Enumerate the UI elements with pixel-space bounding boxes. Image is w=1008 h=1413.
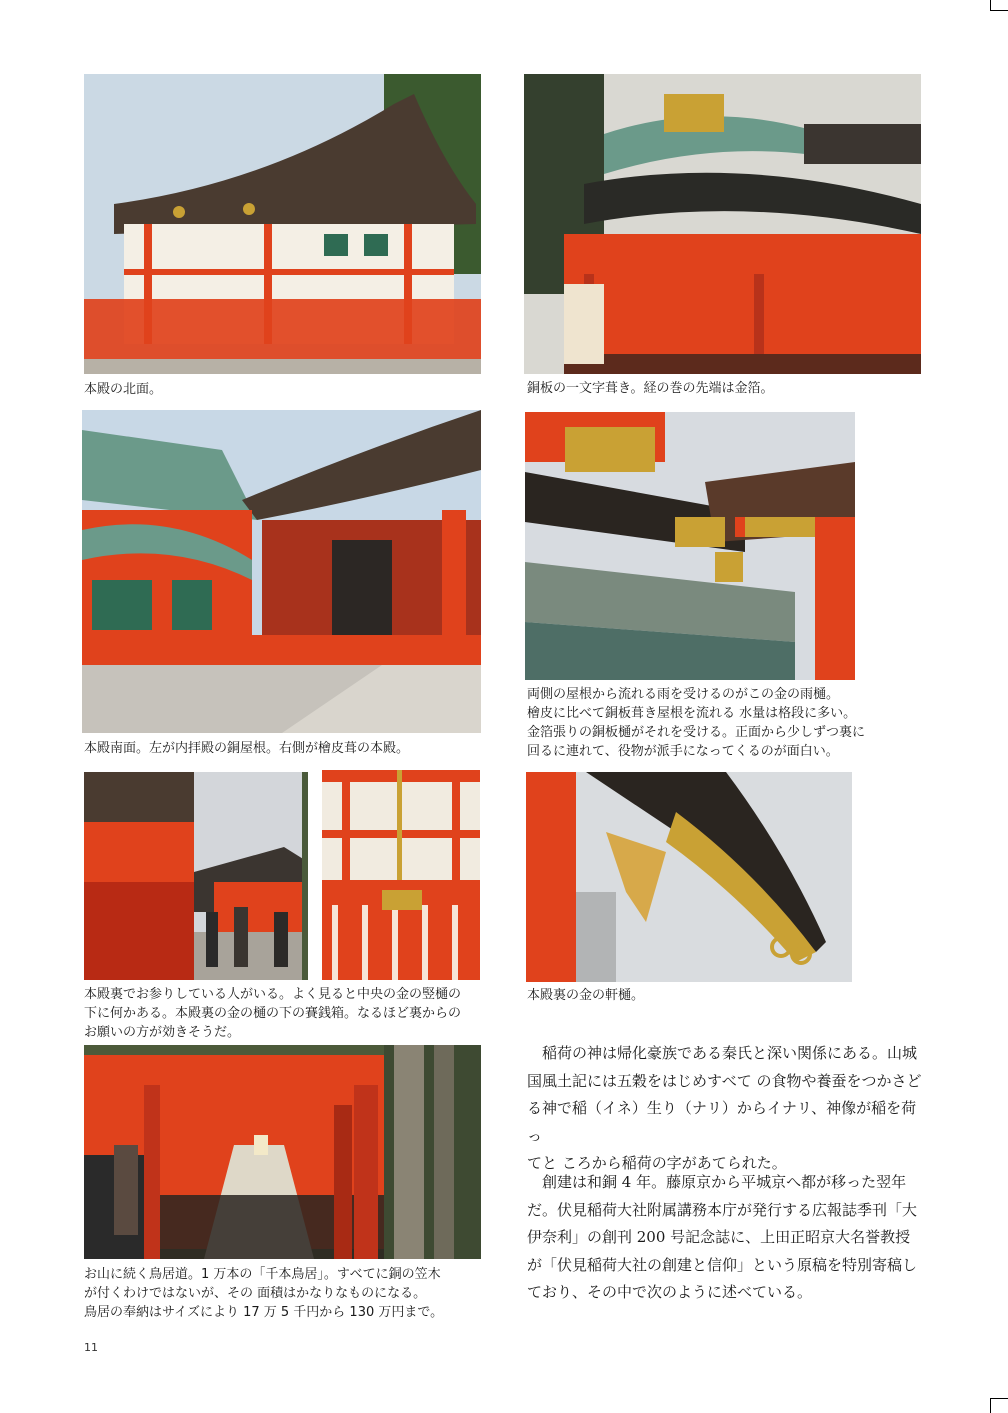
body-line: 創建は和銅 4 年。藤原京から平城京へ都が移った翌年 <box>542 1173 907 1191</box>
caption-line: 本殿南面。左が内拝殿の銅屋根。右側が檜皮葺の本殿。 <box>84 741 410 756</box>
photo-eave-gutter <box>526 772 852 982</box>
caption-line: 回るに連れて、役物が派手になってくるのが面白い。 <box>527 744 839 759</box>
body-line: だ。伏見稲荷大社附属講務本庁が発行する広報誌季刊「大 <box>527 1200 918 1219</box>
caption-photo-7 <box>84 1265 443 1322</box>
body-line: てと ころから稲荷の字があてられた。 <box>527 1154 787 1172</box>
crop-mark-bottom-right-h <box>990 1398 1008 1399</box>
caption-line: お山に続く鳥居道。1 万本の「千本鳥居」。すべてに銅の笠木 <box>84 1267 441 1282</box>
crop-mark-top-right <box>990 0 991 10</box>
caption-photo-1 <box>84 380 162 399</box>
body-paragraph-1 <box>527 1040 922 1178</box>
caption-line: 本殿裏でお参りしている人がいる。よく見ると中央の金の竪樋の <box>84 987 462 1002</box>
caption-photo-4 <box>527 685 865 761</box>
caption-line: 金箔張りの銅板樋がそれを受ける。正面から少しずつ裏に <box>527 725 866 740</box>
photo-offertory-box <box>322 770 480 980</box>
caption-line: 銅板の一文字葺き。経の巻の先端は金箔。 <box>527 381 774 396</box>
caption-line: 本殿の北面。 <box>84 382 163 397</box>
body-line: ており、その中で次のように述べている。 <box>527 1283 813 1301</box>
caption-line: が付くわけではないが、その 面積はかなりなものになる。 <box>84 1286 427 1301</box>
caption-photo-5 <box>84 985 461 1042</box>
body-line: が「伏見稲荷大社の創建と信仰」という原稿を特別寄稿し <box>527 1255 918 1274</box>
crop-mark-bottom-right <box>990 1398 991 1413</box>
photo-gold-gutter <box>525 412 855 680</box>
photo-rear-worshippers <box>84 772 308 980</box>
photo-honden-south <box>82 410 481 733</box>
caption-photo-6 <box>527 986 644 1005</box>
crop-mark-top-right-h <box>990 10 1008 11</box>
caption-line: 下に何かある。本殿裏の金の樋の下の賽銭箱。なるほど裏からの <box>84 1006 462 1021</box>
caption-line: 檜皮に比べて銅板葺き屋根を流れる 水量は格段に多い。 <box>527 706 857 721</box>
body-line: る神で稲（イネ）生り（ナリ）からイナリ、神像が稲を荷っ <box>527 1099 917 1145</box>
photo-copper-roof <box>524 74 921 374</box>
photo-honden-north <box>84 74 481 374</box>
caption-line: 両側の屋根から流れる雨を受けるのがこの金の雨樋。 <box>527 687 840 702</box>
caption-line: 本殿裏の金の軒樋。 <box>527 988 645 1003</box>
caption-line: 鳥居の奉納はサイズにより 17 万 5 千円から 130 万円まで。 <box>84 1305 444 1320</box>
caption-line: お願いの方が効きそうだ。 <box>84 1025 241 1040</box>
photo-senbon-torii <box>84 1045 481 1259</box>
caption-photo-2 <box>527 379 773 398</box>
body-paragraph-2 <box>527 1169 922 1307</box>
body-line: 国風土記には五穀をはじめすべて の食物や養蚕をつかさど <box>527 1071 922 1090</box>
page-number: 11 <box>84 1341 98 1354</box>
body-line: 伊奈利」の創刊 200 号記念誌に、上田正昭京大名誉教授 <box>527 1228 911 1246</box>
caption-photo-3 <box>84 739 409 758</box>
body-line: 稲荷の神は帰化豪族である秦氏と深い関係にある。山城 <box>542 1044 918 1062</box>
